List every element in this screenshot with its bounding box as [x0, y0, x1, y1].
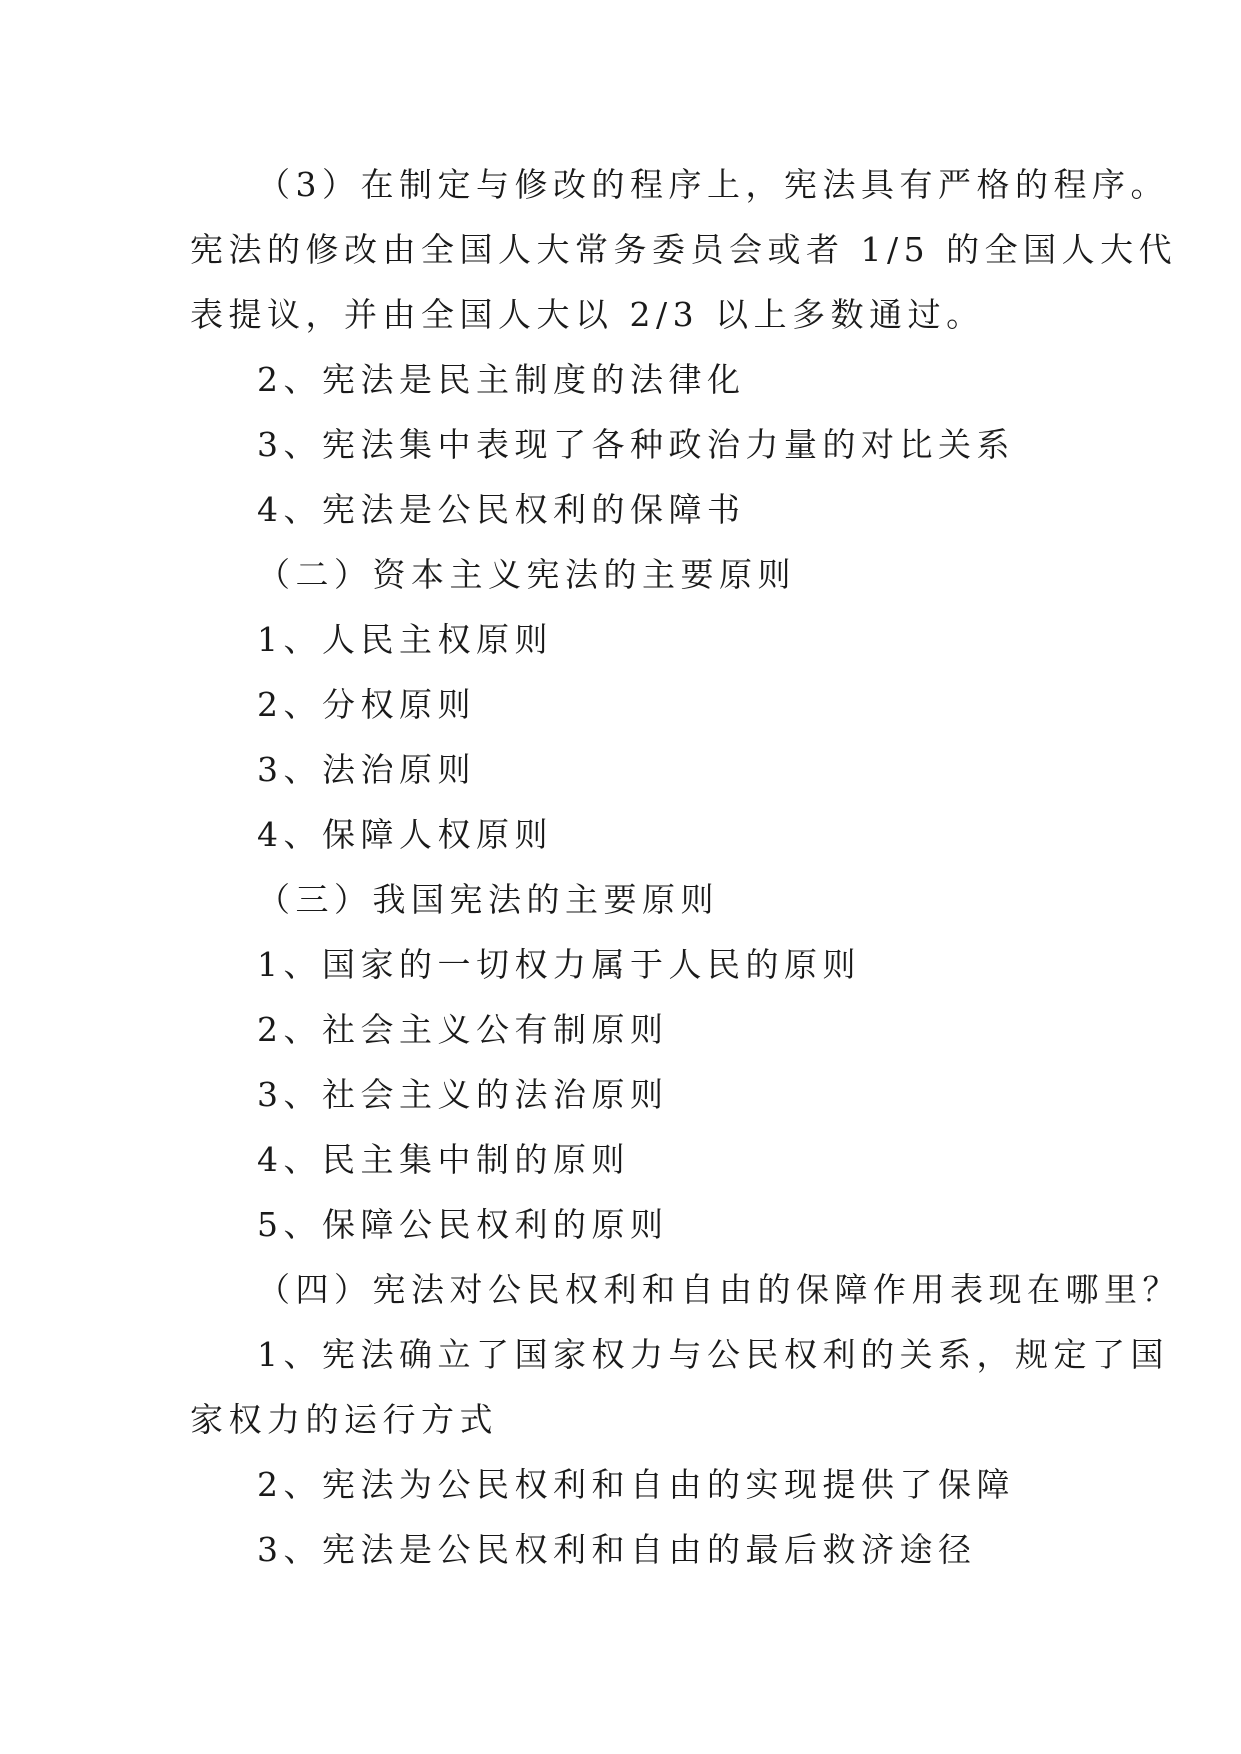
section-heading: （二）资本主义宪法的主要原则: [257, 555, 796, 594]
list-item: 5、保障公民权利的原则: [257, 1205, 669, 1244]
paragraph-line: （3）在制定与修改的程序上，宪法具有严格的程序。: [257, 165, 1169, 204]
section-heading: （四）宪法对公民权利和自由的保障作用表现在哪里？: [257, 1270, 1181, 1309]
list-item: 4、民主集中制的原则: [257, 1140, 630, 1179]
paragraph-line: 表提议，并由全国人大以 2/3 以上多数通过。: [190, 295, 985, 334]
list-item: 2、宪法是民主制度的法律化: [257, 360, 746, 399]
list-item: 2、分权原则: [257, 685, 476, 724]
list-item: 2、社会主义公有制原则: [257, 1010, 669, 1049]
list-item: 3、社会主义的法治原则: [257, 1075, 669, 1114]
list-item: 1、宪法确立了国家权力与公民权利的关系，规定了国: [257, 1335, 1169, 1374]
list-item: 3、宪法集中表现了各种政治力量的对比关系: [257, 425, 1015, 464]
list-item: 2、宪法为公民权利和自由的实现提供了保障: [257, 1465, 1015, 1504]
list-item: 1、人民主权原则: [257, 620, 553, 659]
list-item: 4、保障人权原则: [257, 815, 553, 854]
list-item: 1、国家的一切权力属于人民的原则: [257, 945, 861, 984]
list-item: 3、法治原则: [257, 750, 476, 789]
paragraph-line: 宪法的修改由全国人大常务委员会或者 1/5 的全国人大代: [190, 230, 1178, 269]
list-item: 4、宪法是公民权利的保障书: [257, 490, 746, 529]
list-item: 3、宪法是公民权利和自由的最后救济途径: [257, 1530, 977, 1569]
list-item-continuation: 家权力的运行方式: [190, 1400, 498, 1439]
section-heading: （三）我国宪法的主要原则: [257, 880, 719, 919]
